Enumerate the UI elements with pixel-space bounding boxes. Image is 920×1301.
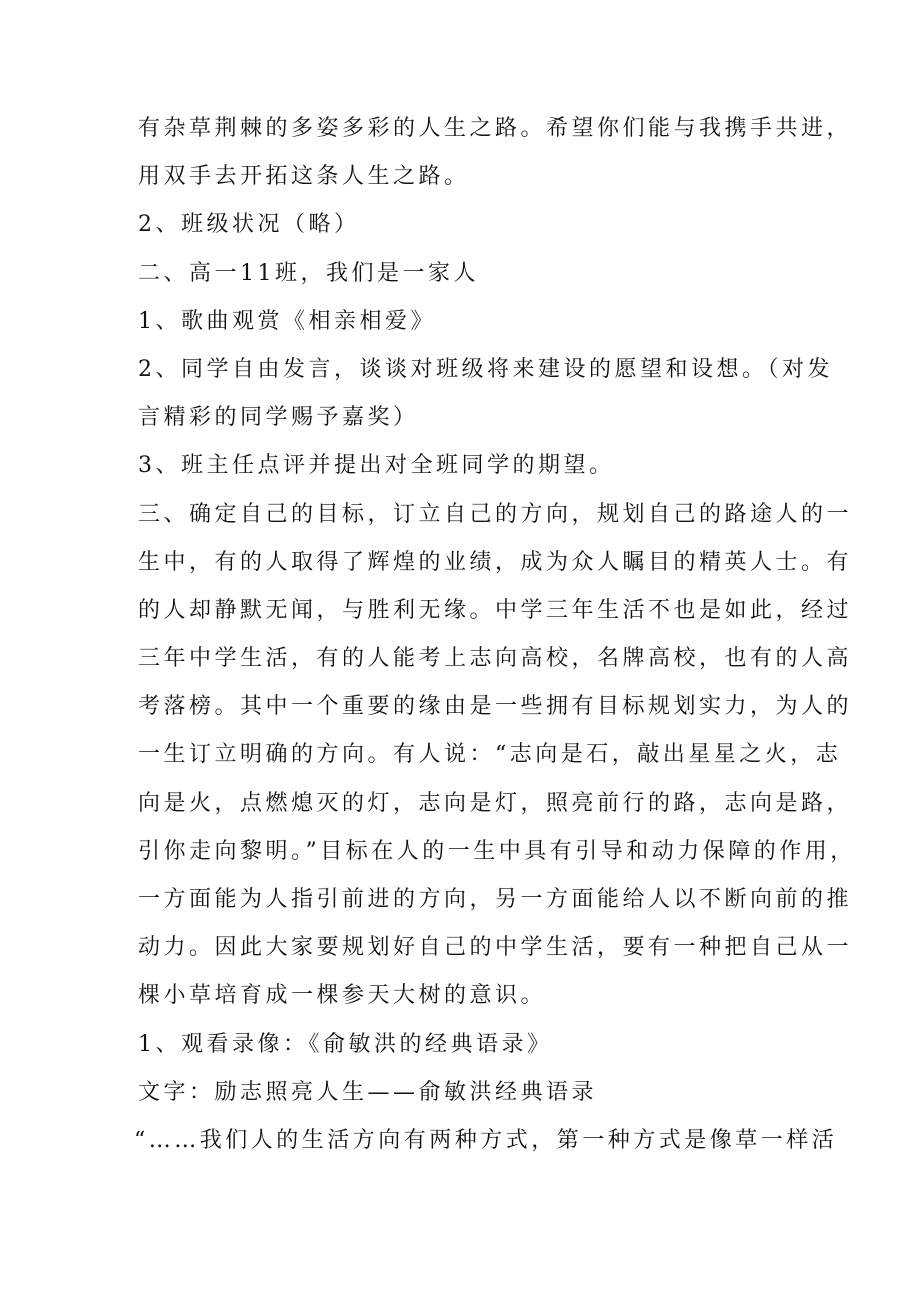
paragraph-line: 的人却静默无闻，与胜利无缘。中学三年生活不也是如此，经过	[138, 597, 853, 623]
paragraph-line: 向是火，点燃熄灭的灯，志向是灯，照亮前行的路，志向是路，	[138, 790, 853, 816]
section-heading: 二、高一11班，我们是一家人	[138, 260, 479, 286]
paragraph-line: 言精彩的同学赐予嘉奖）	[138, 405, 419, 431]
paragraph-line: 考落榜。其中一个重要的缘由是一些拥有目标规划实力，为人的	[138, 694, 853, 720]
paragraph-line: 有杂草荆棘的多姿多彩的人生之路。希望你们能与我携手共进，	[138, 116, 853, 141]
paragraph-line: 文字：励志照亮人生——俞敏洪经典语录	[138, 1079, 598, 1105]
paragraph-line: 引你走向黎明。”目标在人的一生中具有引导和动力保障的作用，	[138, 838, 856, 864]
paragraph-line: 3、班主任点评并提出对全班同学的期望。	[138, 453, 615, 479]
paragraph-line: 2、同学自由发言，谈谈对班级将来建设的愿望和设想。（对发	[138, 356, 833, 382]
paragraph-line: 棵小草培育成一棵参天大树的意识。	[138, 983, 547, 1009]
paragraph-line: 1、观看录像：《俞敏洪的经典语录》	[138, 1031, 553, 1057]
paragraph-line: 1、歌曲观赏《相亲相爱》	[138, 308, 436, 334]
paragraph-line: 一生订立明确的方向。有人说：“志向是石，敲出星星之火，志	[138, 742, 842, 768]
paragraph-line: 2、班级状况（略）	[138, 212, 360, 238]
section-heading: 三、确定自己的目标，订立自己的方向，规划自己的路途人的一	[138, 501, 853, 527]
paragraph-line: “……我们人的生活方向有两种方式，第一种方式是像草一样活	[134, 1127, 838, 1153]
paragraph-line: 三年中学生活，有的人能考上志向高校，名牌高校，也有的人高	[138, 646, 853, 672]
document-body	[134, 105, 856, 1165]
paragraph-line: 用双手去开拓这条人生之路。	[138, 164, 470, 190]
paragraph-line: 动力。因此大家要规划好自己的中学生活，要有一种把自己从一	[138, 935, 853, 961]
paragraph-line: 一方面能为人指引前进的方向，另一方面能给人以不断向前的推	[138, 887, 853, 912]
paragraph-line: 生中，有的人取得了辉煌的业绩，成为众人瞩目的精英人士。有	[138, 549, 853, 575]
